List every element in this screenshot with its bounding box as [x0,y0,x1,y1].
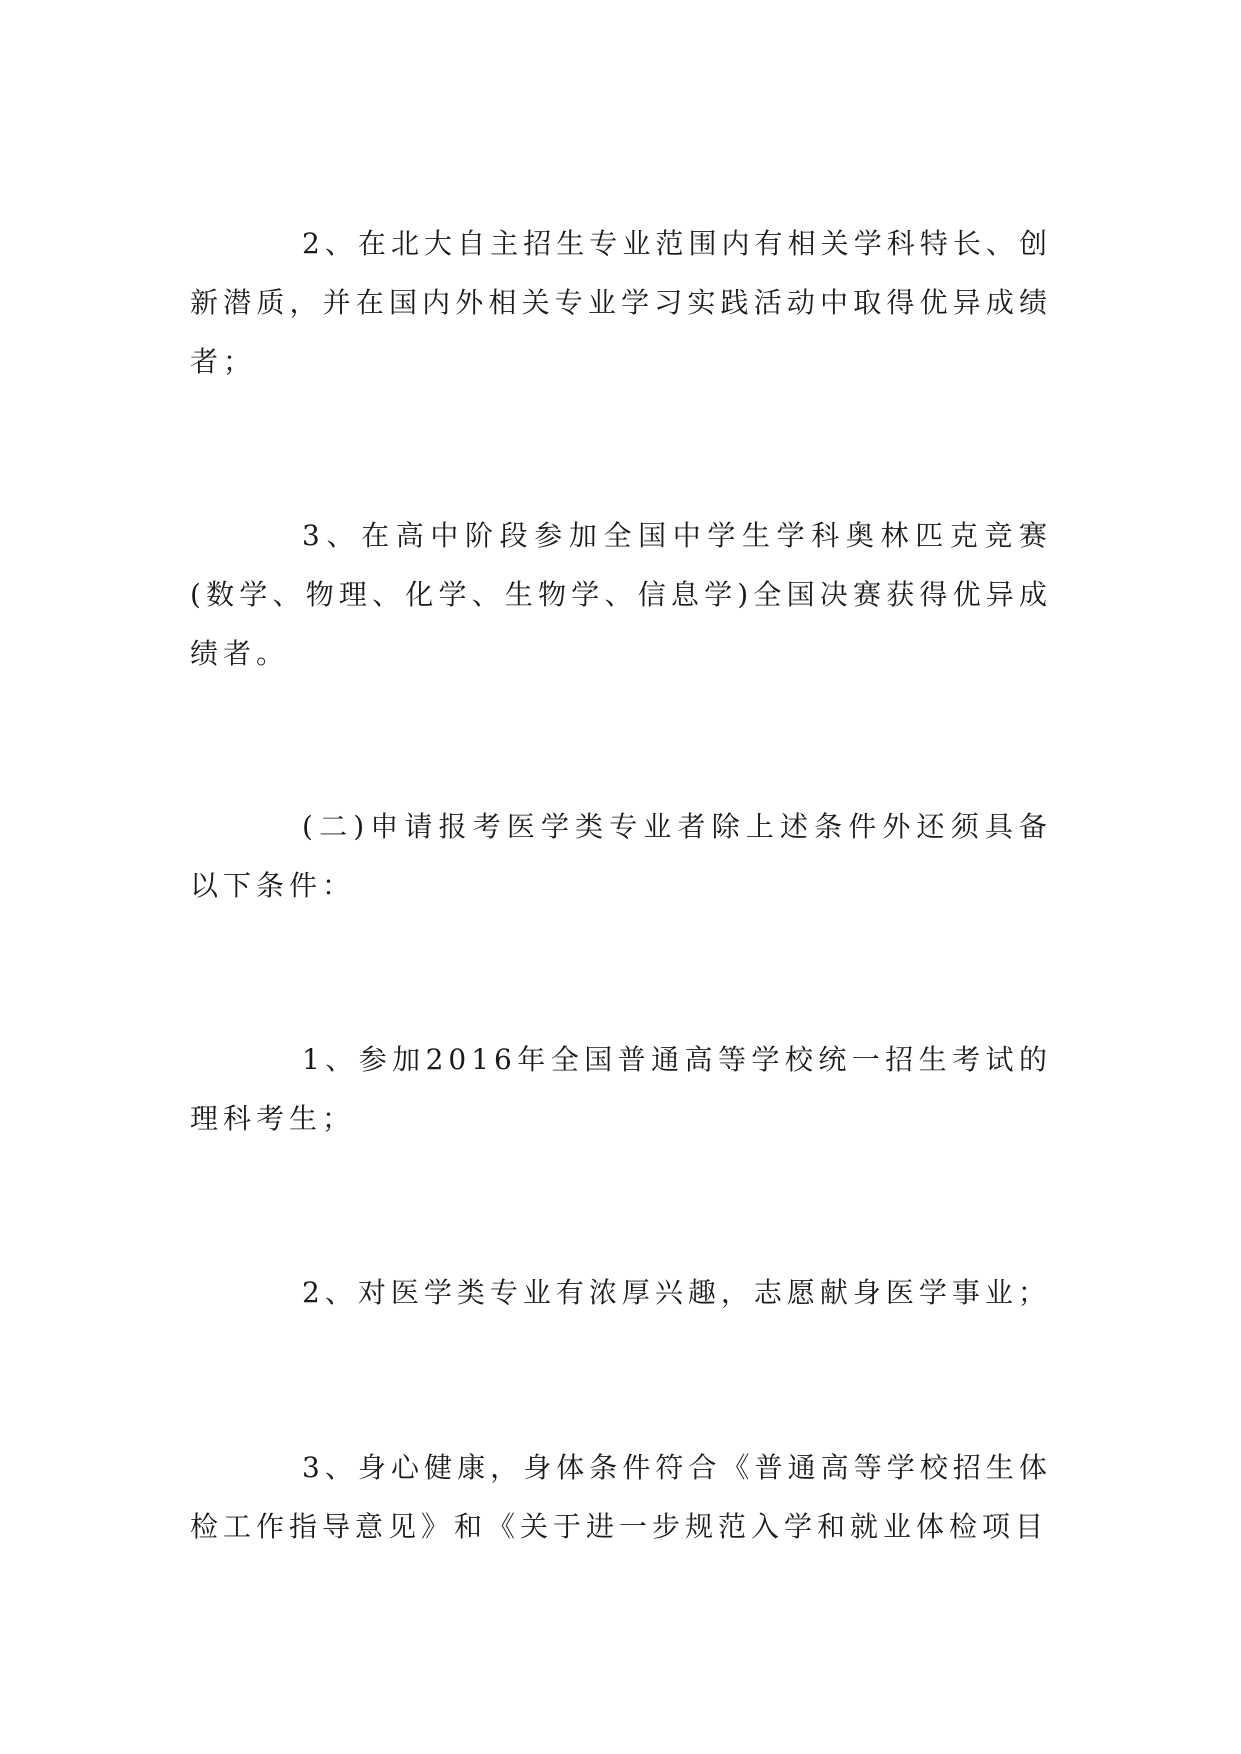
paragraph-medical-criterion-1: 1、参加2016年全国普通高等学校统一招生考试的理科考生； [190,1043,1052,1135]
paragraph-medical-criterion-2: 2、对医学类专业有浓厚兴趣，志愿献身医学事业； [302,1276,1051,1309]
paragraph-criterion-2: 2、在北大自主招生专业范围内有相关学科特长、创新潜质，并在国内外相关专业学习实践活动中取得优异成绩者； [190,227,1052,378]
paragraph-criterion-3: 3、在高中阶段参加全国中学生学科奥林匹克竞赛(数学、物理、化学、生物学、信息学)全国决赛获得优异成绩者。 [190,519,1052,670]
paragraph-section-medical: (二)申请报考医学类专业者除上述条件外还须具备以下条件： [190,810,1052,902]
paragraph-medical-criterion-3: 3、身心健康，身体条件符合《普通高等学校招生体检工作指导意见》和《关于进一步规范入学和就业体检项目 [190,1451,1052,1543]
